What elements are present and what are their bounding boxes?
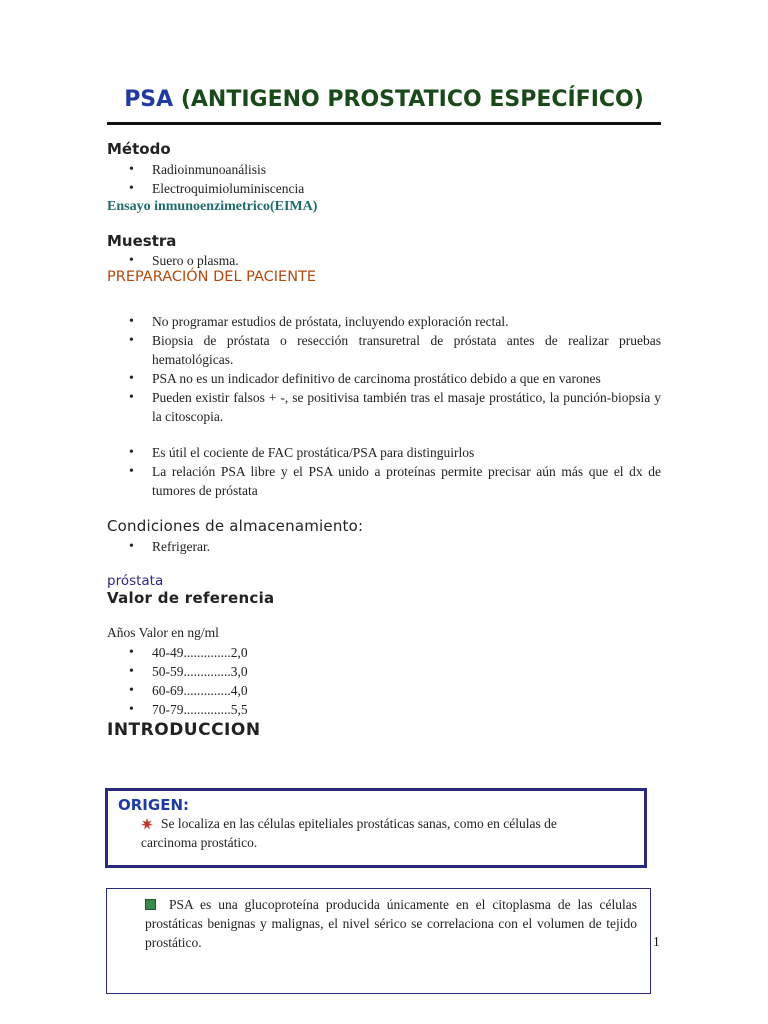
- title-rest: (ANTIGENO PROSTATICO ESPECÍFICO): [173, 87, 644, 112]
- list-item: • Electroquimioluminiscencia: [107, 179, 304, 198]
- list-item: [107, 681, 248, 700]
- list-item: • Refrigerar.: [107, 537, 210, 556]
- list-item: • Pueden existir falsos + -, se positivisa también tras el masaje prostático, la punción-biopsia y la citoscopia.: [107, 388, 661, 426]
- list-item: • La relación PSA libre y el PSA unido a proteínas permite precisar aún más que el dx de tumores de próstata: [107, 462, 661, 500]
- metodo-heading: Método: [107, 140, 171, 158]
- ref-value: 2,0: [230, 645, 248, 660]
- list-item: • Es útil el cociente de FAC prostática/PSA para distinguirlos: [107, 443, 661, 462]
- eima-label: Ensayo inmunoenzimetrico(EIMA): [107, 199, 318, 214]
- condiciones-list: [107, 537, 210, 556]
- condiciones-heading: Condiciones de almacenamiento:: [107, 517, 364, 535]
- introduccion-heading: INTRODUCCION: [107, 720, 261, 740]
- leader-dots: ..............: [183, 683, 231, 698]
- page-number: 1: [653, 934, 660, 949]
- psa-box-text: PSA es una glucoproteína producida únicamente en el citoplasma de las células prostáticas benignas y malignas, el nivel sérico se correlaciona con el volumen de tejido prostático.: [145, 897, 637, 950]
- ref-value: 4,0: [230, 683, 248, 698]
- title-rule: [107, 122, 661, 125]
- preparacion-list-2: [107, 443, 661, 500]
- origen-heading: ORIGEN:: [118, 796, 189, 814]
- age-range: 60-69: [152, 683, 184, 698]
- page-title: [0, 87, 768, 112]
- prostata-label: próstata: [107, 573, 164, 589]
- psa-box: [106, 888, 651, 994]
- title-psa: PSA: [124, 87, 174, 112]
- origen-box: [105, 788, 647, 868]
- ref-value: 5,5: [230, 702, 248, 717]
- list-item: • Biopsia de próstata o resección transuretral de próstata antes de realizar pruebas hematológicas.: [107, 331, 661, 369]
- leader-dots: ..............: [183, 664, 231, 679]
- preparacion-list: [107, 312, 661, 426]
- preparacion-heading: PREPARACIÓN DEL PACIENTE: [107, 269, 317, 285]
- referencia-heading: Valor de referencia: [107, 589, 275, 607]
- age-range: 40-49: [152, 645, 184, 660]
- leader-dots: ..............: [183, 702, 231, 717]
- age-range: 70-79: [152, 702, 184, 717]
- origen-text: Se localiza en las células epiteliales prostáticas sanas, como en células de carcinoma prostático.: [141, 816, 557, 850]
- referencia-list: [107, 643, 248, 719]
- list-item: • Suero o plasma.: [107, 251, 239, 270]
- ref-value: 3,0: [230, 664, 248, 679]
- list-item: [107, 662, 248, 681]
- metodo-list: [107, 160, 304, 198]
- referencia-subheading: Años Valor en ng/ml: [107, 625, 219, 640]
- list-item: • PSA no es un indicador definitivo de carcinoma prostático debido a que en varones: [107, 369, 661, 388]
- age-range: 50-59: [152, 664, 184, 679]
- muestra-heading: Muestra: [107, 232, 177, 250]
- leader-dots: ..............: [183, 645, 231, 660]
- list-item: [107, 643, 248, 662]
- list-item: • Radioinmunoanálisis: [107, 160, 304, 179]
- list-item: • No programar estudios de próstata, incluyendo exploración rectal.: [107, 312, 661, 331]
- list-item: [107, 700, 248, 719]
- muestra-list: [107, 251, 239, 270]
